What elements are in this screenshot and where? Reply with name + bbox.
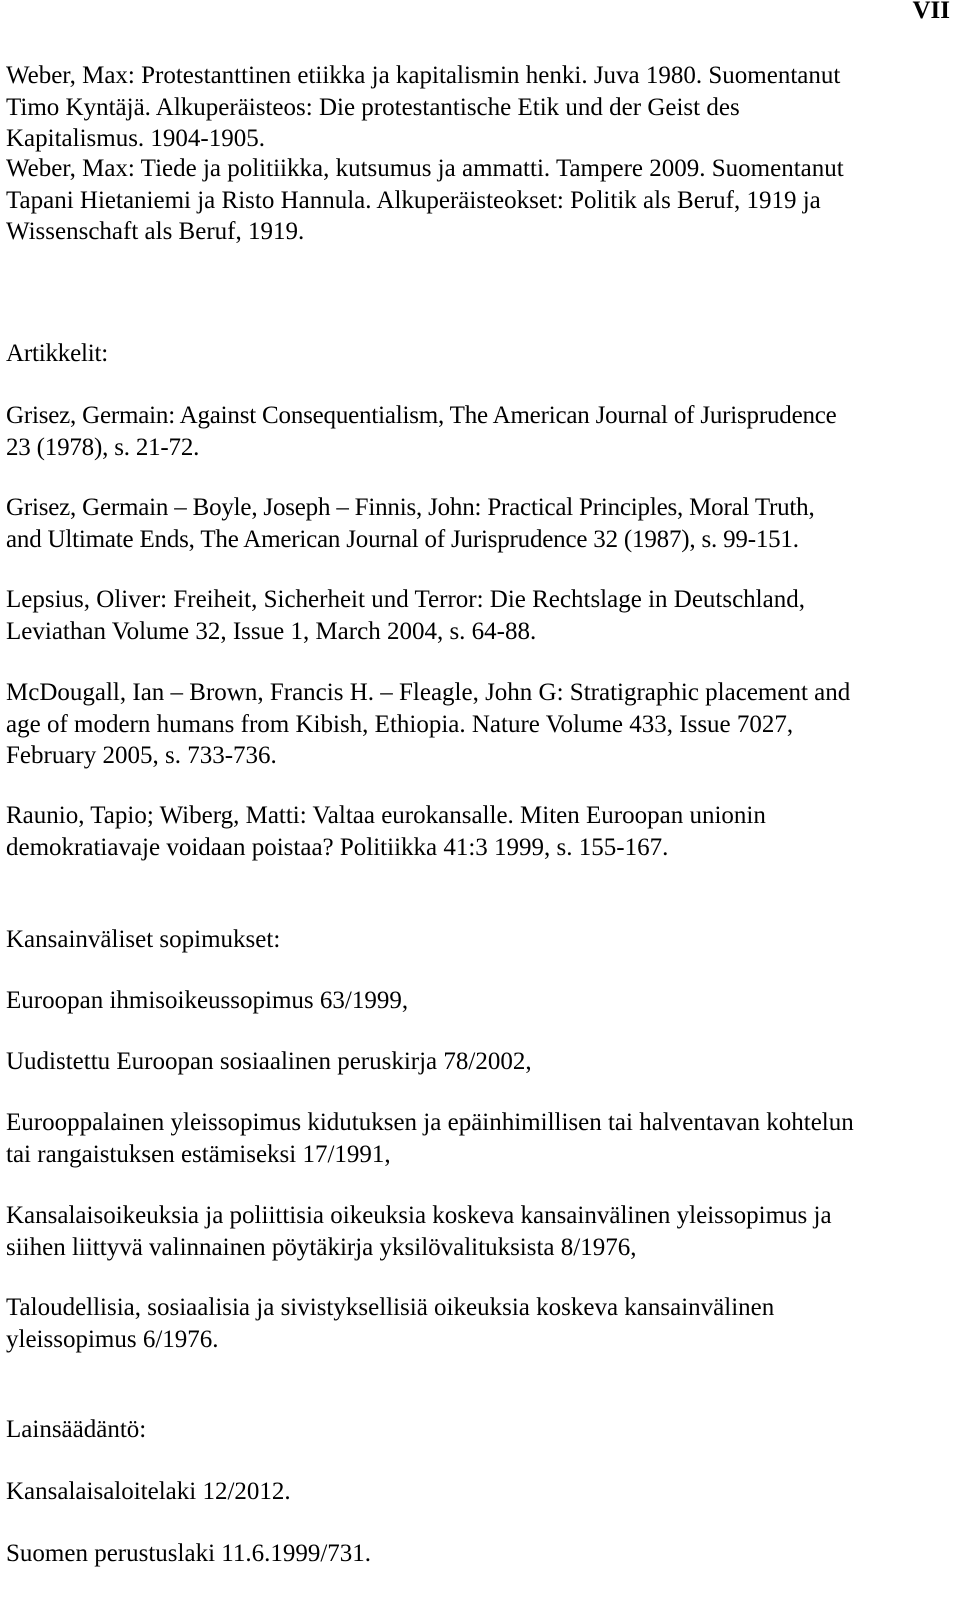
entry-line: Kansalaisoikeuksia ja poliittisia oikeuksia koskeva kansainvälinen yleissopimus ja [6, 1202, 832, 1229]
heading-text: Kansainväliset sopimukset: [6, 926, 281, 953]
section-heading-legislation [6, 1414, 946, 1446]
entry-line: tai rangaistuksen estämiseksi 17/1991, [6, 1140, 391, 1168]
legislation-entry [6, 1476, 946, 1508]
entry-line: Kapitalismus. 1904-1905. [6, 125, 266, 152]
heading-text: Artikkelit: [6, 340, 108, 367]
entry-line: Grisez, Germain – Boyle, Joseph – Finnis, John: Practical Principles, Moral Truth, [6, 494, 815, 521]
article-entry [6, 677, 946, 772]
treaty-entry [6, 1046, 946, 1078]
entry-line: Timo Kyntäjä. Alkuperäisteos: Die protestantische Etik und der Geist des [6, 93, 740, 121]
bibliography-entry [6, 153, 946, 248]
section-heading-treaties [6, 924, 946, 956]
entry-line: age of modern humans from Kibish, Ethiopia. Nature Volume 433, Issue 7027, [6, 710, 794, 738]
entry-line: Lepsius, Oliver: Freiheit, Sicherheit und Terror: Die Rechtslage in Deutschland, [6, 586, 805, 613]
entry-line: Weber, Max: Tiede ja politiikka, kutsumus ja ammatti. Tampere 2009. Suomentanut [6, 155, 844, 182]
entry-line: Leviathan Volume 32, Issue 1, March 2004, s. 64-88. [6, 617, 537, 645]
treaty-entry [6, 1200, 946, 1263]
legislation-entry [6, 1538, 946, 1570]
entry-line: February 2005, s. 733-736. [6, 742, 277, 769]
heading-text: Lainsäädäntö: [6, 1416, 147, 1443]
entry-line: Grisez, Germain: Against Consequentialism, The American Journal of Jurisprudence [6, 402, 837, 429]
article-entry [6, 492, 946, 555]
entry-line: Suomen perustuslaki 11.6.1999/731. [6, 1540, 372, 1567]
article-entry [6, 800, 946, 863]
entry-line: Weber, Max: Protestanttinen etiikka ja kapitalismin henki. Juva 1980. Suomentanut [6, 62, 841, 89]
entry-line: Wissenschaft als Beruf, 1919. [6, 218, 305, 245]
treaty-entry [6, 1292, 946, 1355]
article-entry [6, 400, 946, 463]
article-entry [6, 584, 946, 647]
entry-line: Taloudellisia, sosiaalisia ja sivistyksellisiä oikeuksia koskeva kansainvälinen [6, 1294, 775, 1321]
entry-line: McDougall, Ian – Brown, Francis H. – Fleagle, John G: Stratigraphic placement and [6, 679, 851, 706]
entry-line: Tapani Hietaniemi ja Risto Hannula. Alkuperäisteokset: Politik als Beruf, 1919 ja [6, 186, 821, 214]
entry-line: yleissopimus 6/1976. [6, 1325, 219, 1353]
section-heading-articles [6, 338, 946, 370]
entry-line: 23 (1978), s. 21-72. [6, 433, 200, 461]
entry-line: Uudistettu Euroopan sosiaalinen peruskirja 78/2002, [6, 1048, 532, 1075]
treaty-entry [6, 985, 946, 1017]
entry-line: siihen liittyvä valinnainen pöytäkirja yksilövalituksista 8/1976, [6, 1233, 637, 1261]
entry-line: demokratiavaje voidaan poistaa? Politiikka 41:3 1999, s. 155-167. [6, 833, 669, 861]
treaty-entry [6, 1107, 946, 1170]
entry-line: Eurooppalainen yleissopimus kidutuksen ja epäinhimillisen tai halventavan kohtelun [6, 1109, 854, 1136]
entry-line: Raunio, Tapio; Wiberg, Matti: Valtaa eurokansalle. Miten Euroopan unionin [6, 802, 766, 829]
entry-line: and Ultimate Ends, The American Journal of Jurisprudence 32 (1987), s. 99-151. [6, 525, 799, 553]
entry-line: Kansalaisaloitelaki 12/2012. [6, 1478, 291, 1505]
page-number: VII [912, 0, 950, 24]
entry-line: Euroopan ihmisoikeussopimus 63/1999, [6, 987, 409, 1014]
bibliography-entry [6, 60, 946, 155]
